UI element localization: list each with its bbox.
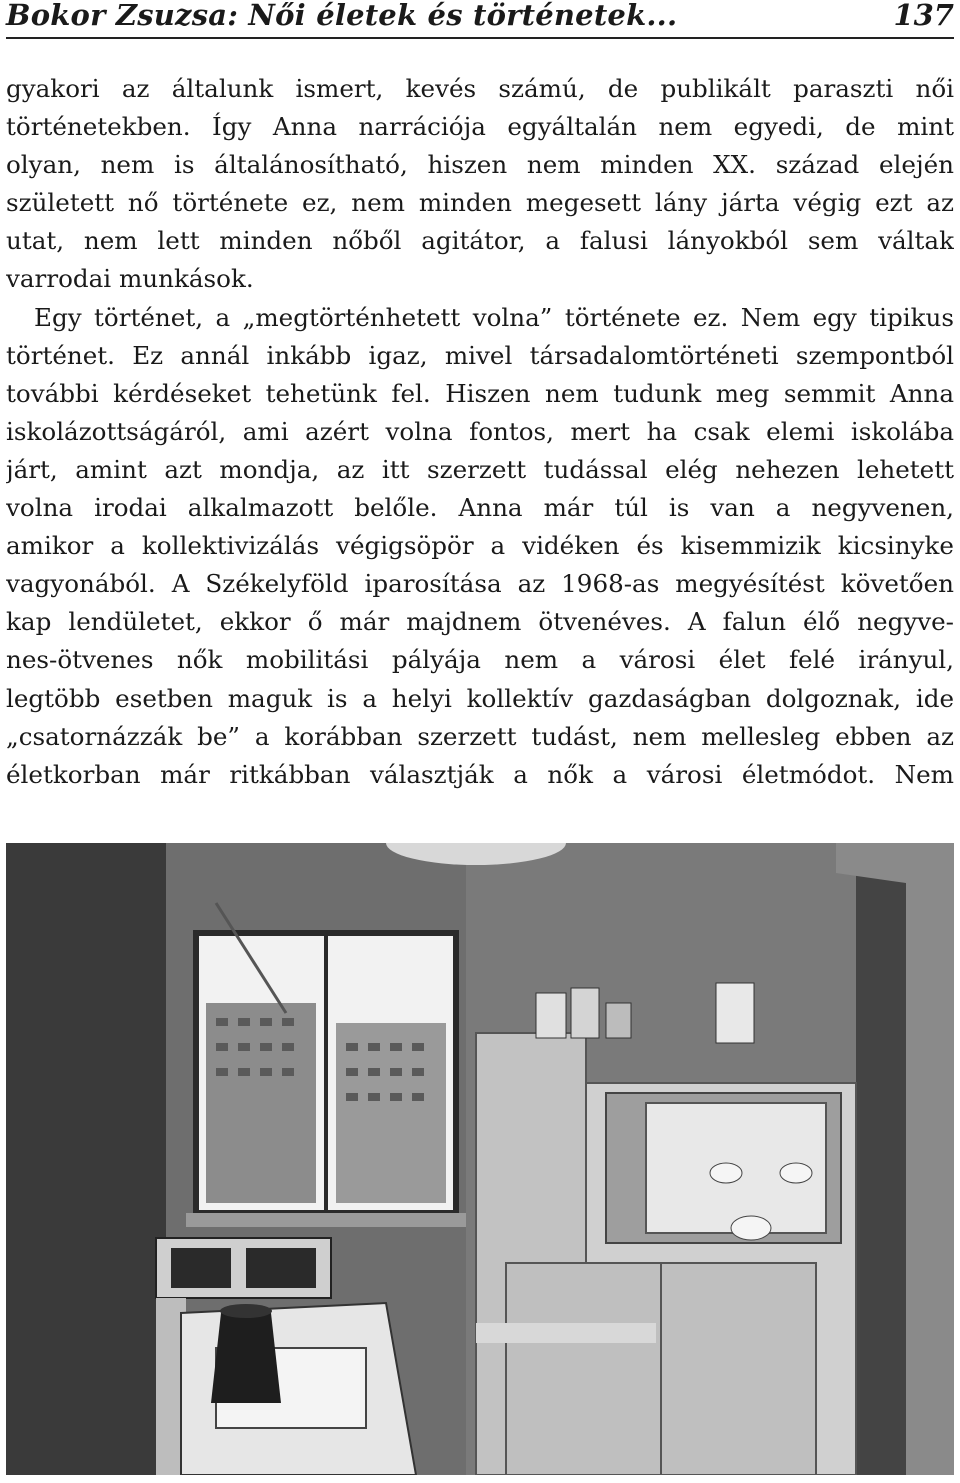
text-line: utat, nem lett minden nőből agitátor, a falusi lányokból sem váltak — [6, 226, 954, 256]
text-line: életkorban már ritkábban választják a nők a városi életmódot. Nem — [6, 759, 954, 789]
text-line: amikor a kollektivizálás végigsöpör a vidéken és kisemmizik kicsinyke — [6, 531, 954, 561]
text-line: nes-ötvenes nők mobilitási pályája nem a városi élet felé irányul, — [6, 645, 954, 675]
running-title: Bokor Zsuzsa: Női életek és történetek... — [6, 0, 678, 32]
text-line: gyakori az általunk ismert, kevés számú, de publikált paraszti női — [6, 74, 954, 103]
text-line: legtöbb esetben maguk is a helyi kollektív gazdaságban dolgoznak, ide — [6, 683, 954, 713]
header-rule — [6, 37, 954, 39]
text-line: volna irodai alkalmazott belőle. Anna már túl is van a negyvenen, — [6, 493, 954, 523]
text-line: született nő története ez, nem minden megesett lány járta végig ezt az — [6, 188, 954, 218]
kitchen-photo-illustration — [6, 843, 954, 1475]
text-line: járt, amint azt mondja, az itt szerzett tudással elég nehezen lehetett — [6, 454, 954, 484]
text-line: Egy történet, a „megtörténhetett volna” története ez. Nem egy tipikus — [34, 302, 954, 332]
text-line: olyan, nem is általánosítható, hiszen nem minden XX. század elején — [6, 150, 954, 180]
text-line: „csatornázzák be” a korábban szerzett tudást, nem mellesleg ebben az — [6, 721, 954, 751]
text-line: kap lendületet, ekkor ő már majdnem ötvenéves. A falun élő negyve- — [6, 607, 954, 637]
text-line: további kérdéseket tehetünk fel. Hiszen nem tudunk meg semmit Anna — [6, 378, 954, 408]
running-header — [6, 0, 954, 40]
text-line: vagyonából. A Székelyföld iparosítása az 1968-as megyésítést követően — [6, 569, 954, 599]
page-number: 137 — [893, 0, 954, 32]
text-line: iskolázottságáról, ami azért volna fontos, mert ha csak elemi iskolába — [6, 416, 954, 446]
text-line: történetekben. Így Anna narrációja egyáltalán nem egyedi, de mint — [6, 112, 954, 142]
body-text — [6, 70, 954, 794]
text-line: történet. Ez annál inkább igaz, mivel társadalomtörténeti szempontból — [6, 340, 954, 370]
kitchen-photo — [6, 843, 954, 1475]
text-line: varrodai munkások. — [6, 264, 254, 294]
